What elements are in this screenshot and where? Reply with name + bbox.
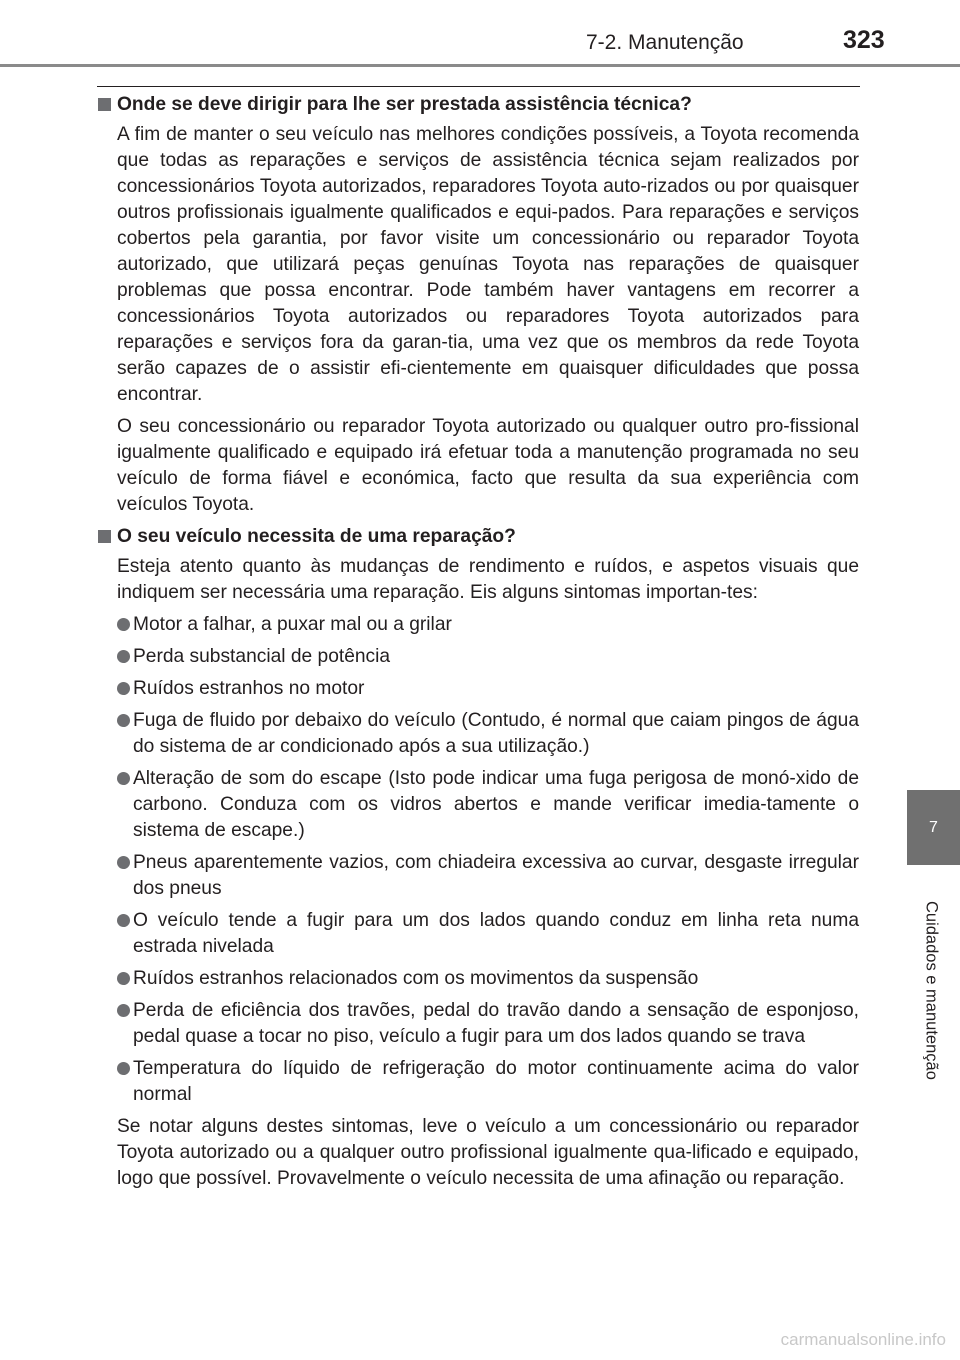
symptom-list	[97, 612, 859, 1108]
circle-bullet-icon	[117, 914, 130, 927]
list-item	[97, 644, 859, 670]
list-item	[97, 676, 859, 702]
section-heading	[97, 524, 859, 550]
header-section-title: 7-2. Manutenção	[586, 31, 744, 54]
list-item-text: Temperatura do líquido de refrigeração do motor continuamente acima do valor normal	[133, 1058, 859, 1105]
list-item	[97, 850, 859, 902]
list-item-text: Ruídos estranhos no motor	[133, 678, 365, 699]
list-item	[97, 908, 859, 960]
list-item-text: Pneus aparentemente vazios, com chiadeira excessiva ao curvar, desgaste irregular dos pneus	[133, 852, 859, 899]
list-item-text: O veículo tende a fugir para um dos lados quando conduz em linha reta numa estrada nivelada	[133, 910, 859, 957]
circle-bullet-icon	[117, 650, 130, 663]
paragraph: Esteja atento quanto às mudanças de rendimento e ruídos, e aspetos visuais que indiquem ser necessária uma reparação. Eis alguns sintomas importan-tes:	[117, 556, 859, 603]
list-item	[97, 966, 859, 992]
watermark: carmanualsonline.info	[780, 1330, 946, 1349]
circle-bullet-icon	[117, 1004, 130, 1017]
list-item-text: Perda de eficiência dos travões, pedal do travão dando a sensação de esponjoso, pedal quase a tocar no piso, veículo a fugir para um dos lados quando se trava	[133, 1000, 859, 1047]
list-item-text: Perda substancial de potência	[133, 646, 391, 667]
chapter-tab: 7	[907, 790, 960, 865]
section-heading-text: O seu veículo necessita de uma reparação?	[117, 526, 516, 547]
list-item-text: Fuga de fluido por debaixo do veículo (Contudo, é normal que caiam pingos de água do sistema de ar condicionado após a sua utilização.)	[133, 710, 859, 757]
circle-bullet-icon	[117, 772, 130, 785]
paragraph: A fim de manter o seu veículo nas melhores condições possíveis, a Toyota recomenda que todas as reparações e serviços de assistência técnica sejam realizados por concessionários Toyota autorizados, reparadores Toyota auto-rizados ou por quaisquer outros profissionais igualmente qualificados e equi-pados. Para reparações e serviços cobertos pela garantia, por favor visite um concessionário ou reparador Toyota autorizado, que utilizará peças genuínas Toyota nas reparações de quaisquer problemas que possa encontrar. Pode também haver vantagens em recorrer a concessionários Toyota autorizados ou reparadores Toyota autorizados para reparações e serviços fora da garan-tia, uma vez que os membros da rede Toyota serão capazes de o assistir efi-cientemente em quaisquer dificuldades que possa encontrar.	[117, 124, 859, 405]
circle-bullet-icon	[117, 972, 130, 985]
list-item	[97, 1056, 859, 1108]
list-item-text: Alteração de som do escape (Isto pode indicar uma fuga perigosa de monó-xido de carbono. Conduza com os vidros abertos e mande verificar imedia-tamente o sistema de escape.)	[133, 768, 859, 841]
list-item-text: Motor a falhar, a puxar mal ou a grilar	[133, 614, 452, 635]
page-content	[97, 92, 859, 1198]
section-heading	[97, 92, 859, 118]
header-rule	[0, 64, 960, 67]
circle-bullet-icon	[117, 682, 130, 695]
square-bullet-icon	[98, 530, 111, 543]
page-number: 323	[843, 26, 885, 54]
circle-bullet-icon	[117, 1062, 130, 1075]
content-top-rule	[97, 86, 860, 87]
circle-bullet-icon	[117, 618, 130, 631]
circle-bullet-icon	[117, 856, 130, 869]
list-item	[97, 708, 859, 760]
section-heading-text: Onde se deve dirigir para lhe ser prestada assistência técnica?	[117, 94, 692, 115]
square-bullet-icon	[98, 98, 111, 111]
chapter-side-label: Cuidados e manutenção	[922, 900, 941, 1080]
circle-bullet-icon	[117, 714, 130, 727]
list-item	[97, 998, 859, 1050]
list-item	[97, 766, 859, 844]
paragraph: O seu concessionário ou reparador Toyota autorizado ou qualquer outro pro-fissional igualmente qualificado e equipado irá efetuar toda a manutenção programada no seu veículo de forma fiável e económica, facto que resulta da sua experiência com veículos Toyota.	[117, 416, 859, 515]
list-item	[97, 612, 859, 638]
closing-paragraph: Se notar alguns destes sintomas, leve o veículo a um concessionário ou reparador Toyota autorizado ou a qualquer outro profissional igualmente qua-lificado e equipado, logo que possível. Provavelmente o veículo necessita de uma afinação ou reparação.	[117, 1116, 859, 1189]
list-item-text: Ruídos estranhos relacionados com os movimentos da suspensão	[133, 968, 699, 989]
